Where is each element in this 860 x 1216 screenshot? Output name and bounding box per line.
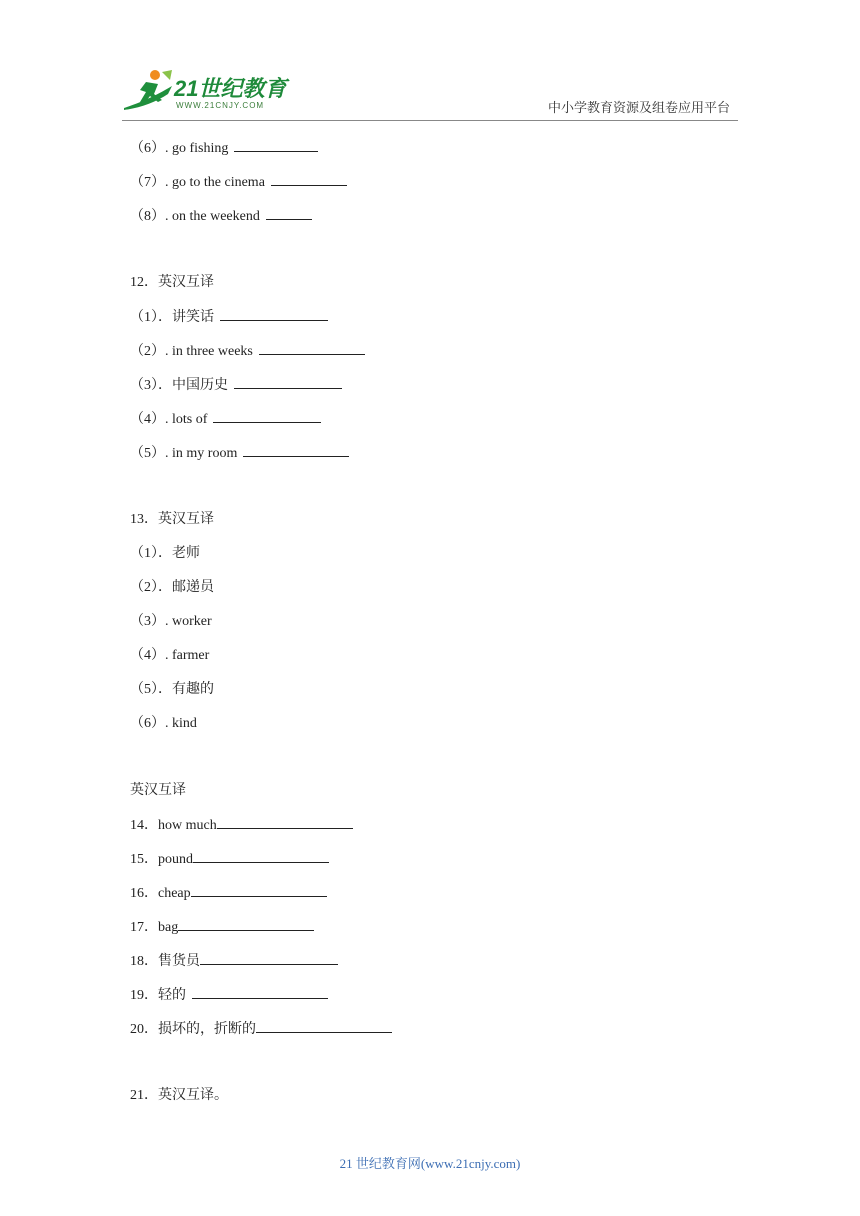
- exercise-line: [130, 171, 750, 205]
- section-gap: [130, 1052, 750, 1085]
- answer-blank[interactable]: [266, 205, 312, 220]
- section-gap: [130, 476, 750, 509]
- answer-blank[interactable]: [271, 171, 347, 186]
- exercise-line: [130, 577, 750, 611]
- answer-blank[interactable]: [234, 374, 342, 389]
- exercise-text: （3）. worker: [130, 614, 212, 629]
- exercise-text: 18．售货员: [130, 954, 200, 969]
- answer-blank[interactable]: [193, 848, 329, 863]
- exercise-text: （5）．有趣的: [130, 682, 214, 697]
- exercise-text: 14．how much: [130, 818, 217, 833]
- exercise-line: [130, 340, 750, 374]
- runner-logo-icon: [122, 68, 174, 114]
- exercise-text: （1）．讲笑话: [130, 310, 214, 325]
- exercise-text: （5）. in my room: [130, 446, 238, 461]
- exercise-text: （7）. go to the cinema: [130, 175, 265, 190]
- exercise-text: （1）．老师: [130, 546, 200, 561]
- exercise-line: [130, 984, 750, 1018]
- logo-text: 21世纪教育: [174, 76, 287, 101]
- exercise-line: [130, 543, 750, 577]
- exercise-line: [130, 848, 750, 882]
- answer-blank[interactable]: [192, 984, 328, 999]
- exercise-text: （6）. go fishing: [130, 141, 229, 156]
- exercise-line: [130, 408, 750, 442]
- answer-blank[interactable]: [178, 916, 314, 931]
- exercise-line: [130, 780, 750, 814]
- answer-blank[interactable]: [259, 340, 365, 355]
- answer-blank[interactable]: [191, 882, 327, 897]
- exercise-line: [130, 916, 750, 950]
- exercise-text: 20．损坏的，折断的: [130, 1022, 256, 1037]
- platform-title: 中小学教育资源及组卷应用平台: [547, 100, 730, 115]
- exercise-text: （6）. kind: [130, 716, 197, 731]
- logo: [122, 68, 292, 116]
- answer-blank[interactable]: [234, 137, 318, 152]
- exercise-text: 12．英汉互译: [130, 275, 214, 290]
- exercise-text: （4）. lots of: [130, 412, 208, 427]
- exercise-line: [130, 814, 750, 848]
- section-gap: [130, 747, 750, 780]
- header-divider: [122, 120, 738, 121]
- exercise-line: [130, 509, 750, 543]
- exercise-line: [130, 713, 750, 747]
- exercise-text: （3）．中国历史: [130, 378, 228, 393]
- exercise-content: [130, 137, 750, 1119]
- exercise-line: [130, 374, 750, 408]
- exercise-text: 21．英汉互译。: [130, 1088, 228, 1103]
- exercise-line: [130, 1085, 750, 1119]
- page-footer: 21 世纪教育网(www.21cnjy.com): [339, 1156, 521, 1171]
- exercise-line: [130, 645, 750, 679]
- logo-url: WWW.21CNJY.COM: [176, 101, 265, 110]
- exercise-text: （8）. on the weekend: [130, 209, 260, 224]
- exercise-line: [130, 272, 750, 306]
- exercise-text: 13．英汉互译: [130, 512, 214, 527]
- exercise-line: [130, 882, 750, 916]
- answer-blank[interactable]: [200, 950, 338, 965]
- exercise-text: （2）．邮递员: [130, 580, 214, 595]
- exercise-line: [130, 205, 750, 239]
- answer-blank[interactable]: [243, 442, 349, 457]
- answer-blank[interactable]: [217, 814, 353, 829]
- exercise-line: [130, 950, 750, 984]
- page-header: [0, 0, 860, 125]
- exercise-line: [130, 442, 750, 476]
- exercise-text: （4）. farmer: [130, 648, 210, 663]
- exercise-text: 19．轻的: [130, 988, 186, 1003]
- exercise-text: 16．cheap: [130, 886, 191, 901]
- exercise-line: [130, 611, 750, 645]
- exercise-line: [130, 679, 750, 713]
- exercise-line: [130, 137, 750, 171]
- exercise-text: 15．pound: [130, 852, 193, 867]
- exercise-line: [130, 306, 750, 340]
- exercise-text: （2）. in three weeks: [130, 344, 253, 359]
- exercise-line: [130, 1018, 750, 1052]
- answer-blank[interactable]: [220, 306, 328, 321]
- answer-blank[interactable]: [213, 408, 321, 423]
- section-gap: [130, 239, 750, 272]
- exercise-text: 英汉互译: [130, 783, 186, 798]
- exercise-text: 17．bag: [130, 920, 179, 935]
- answer-blank[interactable]: [256, 1018, 392, 1033]
